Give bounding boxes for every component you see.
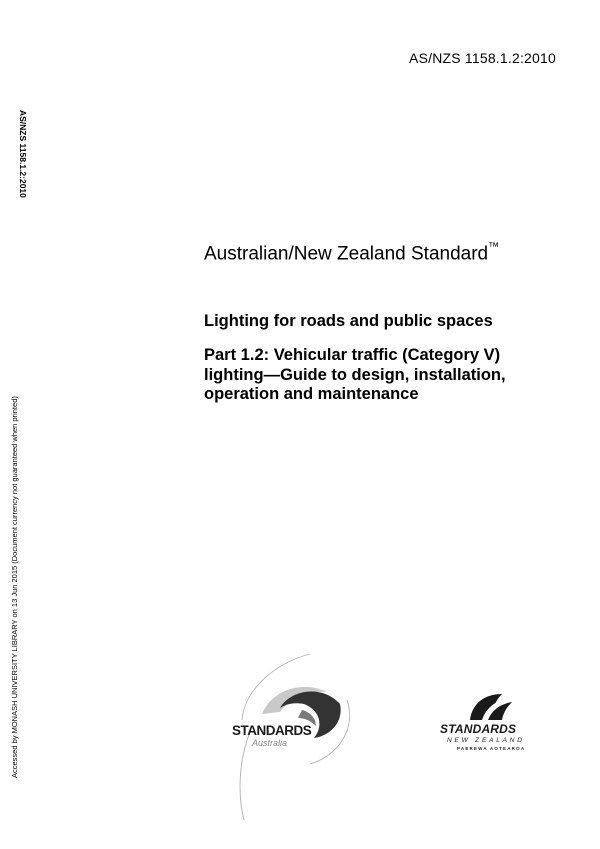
standards-new-zealand-maori-subtitle: PAEREWA AOTEAROA (457, 746, 526, 751)
standards-new-zealand-emblem-icon (440, 690, 550, 724)
standards-new-zealand-logo (440, 690, 550, 760)
trademark-symbol: ™ (488, 241, 500, 253)
standards-new-zealand-subtitle: NEW ZEALAND (447, 737, 525, 744)
standard-type-text: Australian/New Zealand Standard (204, 243, 489, 265)
standards-australia-logo (232, 652, 362, 822)
standards-new-zealand-wordmark: STANDARDS (440, 722, 517, 736)
spine-document-id: AS/NZS 1158.1.2:2010 (18, 110, 28, 198)
document-part-title: Part 1.2: Vehicular traffic (Category V) lighting—Guide to design, installation, operation and maintenance (204, 346, 506, 403)
access-note: Accessed by MONASH UNIVERSITY LIBRARY on 13 Jun 2015 (Document currency not guaranteed when printed) (10, 396, 19, 778)
standards-australia-wordmark: STANDARDS (232, 723, 312, 738)
document-title: Lighting for roads and public spaces (204, 312, 493, 330)
standard-type-heading (204, 243, 499, 265)
standards-australia-subtitle: Australia (252, 738, 288, 748)
document-number: AS/NZS 1158.1.2:2010 (409, 50, 556, 66)
